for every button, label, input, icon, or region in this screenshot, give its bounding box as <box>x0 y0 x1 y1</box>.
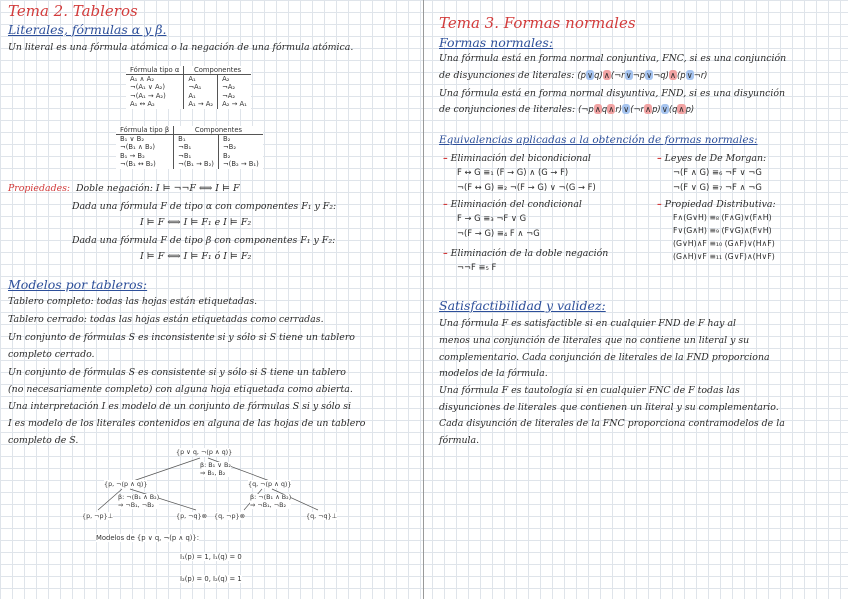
de-morgan-laws <box>657 153 766 164</box>
bullet-dash: – <box>443 153 448 164</box>
sat-line-1: Una fórmula F es satisfactible si en cualquier FND de F hay al <box>439 318 736 329</box>
distributive-eq-4: (G∧H)∨F ≡₁₁ (G∨F)∧(H∨F) <box>673 252 775 261</box>
fnd-op-1: ∧ <box>594 104 601 114</box>
fnd-lit-5: p) <box>652 104 661 114</box>
models-by-tableaux-title: Modelos por tableros: <box>8 277 148 292</box>
cond-eq-2: ¬(F → G) ≡₄ F ∧ ¬G <box>457 228 540 238</box>
tree-rule-2-result: ⇒ ¬B₁, ¬B₂ <box>118 500 155 509</box>
tree-mid-right-node: {q, ¬(p ∧ q)} <box>248 480 292 488</box>
fnd-example-formula <box>578 104 694 114</box>
tree-rule-1-type: β: B₁ ∨ B₂ <box>200 461 231 469</box>
table-cell: B₁ ∨ B₂ <box>116 135 174 144</box>
table-cell: B₂ <box>222 151 231 160</box>
fnd-lit-6: (q <box>668 104 678 114</box>
fnc-definition-text: de disyunciones de literales: <box>439 70 575 81</box>
fnd-op-3: ∨ <box>623 104 630 114</box>
fnc-op-6: ∨ <box>686 70 693 80</box>
alpha-property-intro: Dada una fórmula F de tipo α con componentes F₁ y F₂: <box>72 201 337 212</box>
right-column <box>425 0 848 599</box>
fnc-lit-5: ¬q) <box>653 70 669 80</box>
fnd-lit-4: (¬r <box>630 104 644 114</box>
tree-mid-left-node: {p, ¬(p ∧ q)} <box>104 480 148 488</box>
table-cell: A₂ <box>222 75 230 83</box>
topic-2-title: Tema 2. Tableros <box>8 2 138 20</box>
de-morgan-title: Leyes de De Morgan: <box>664 153 767 164</box>
table-cell: A₁ <box>184 75 218 84</box>
distributive-property <box>657 199 776 210</box>
distributive-eq-3: (G∨H)∧F ≡₁₀ (G∧F)∨(H∧F) <box>673 239 775 248</box>
table-cell: ¬(A₁ ∨ A₂) <box>126 83 184 91</box>
fnd-definition-line-2 <box>439 104 694 115</box>
tree-model-1: I₁(p) = 1, I₁(q) = 0 <box>180 553 242 561</box>
table-cell: ¬(B₁ ∧ B₂) <box>116 143 174 151</box>
bicond-title: Eliminación del bicondicional <box>450 153 591 164</box>
table-cell: B₂ <box>222 135 231 143</box>
fnc-op-3: ∨ <box>625 70 632 80</box>
topic-3-title: Tema 3. Formas normales <box>439 14 636 32</box>
table-cell: A₁ <box>184 92 218 100</box>
tree-root-node: {p ∨ q, ¬(p ∧ q)} <box>176 448 233 456</box>
table-cell: A₁ ∧ A₂ <box>126 75 184 84</box>
bicond-eq-1: F ↔ G ≡₁ (F → G) ∧ (G → F) <box>457 167 569 177</box>
cond-elimination <box>443 199 582 210</box>
table-cell: ¬(B₁ ↔ B₂) <box>116 160 174 168</box>
alpha-header-type: Fórmula tipo α <box>126 66 184 75</box>
de-morgan-eq-1: ¬(F ∧ G) ≡₆ ¬F ∨ ¬G <box>673 167 762 177</box>
fnc-lit-1: (p <box>577 70 586 80</box>
models-line-9: completo de S. <box>8 435 79 446</box>
bullet-dash: – <box>657 153 662 164</box>
fnc-definition-line-2 <box>439 70 707 81</box>
table-cell: ¬B₂ <box>222 143 237 152</box>
normal-forms-subtitle: Formas normales: <box>439 35 554 50</box>
beta-header-components: Componentes <box>174 126 263 135</box>
fnc-lit-7: ¬r) <box>693 70 708 80</box>
fnd-definition-line-1: Una fórmula está en forma normal disyuntiva, FND, si es una disyunción <box>439 88 786 99</box>
bullet-dash: – <box>657 199 662 210</box>
fnd-op-5: ∨ <box>661 104 668 114</box>
table-cell: ¬B₁ <box>174 152 219 160</box>
double-neg-elimination <box>443 248 608 259</box>
tree-leaf-open-2: {q, ¬p}⊗ <box>214 512 246 520</box>
models-line-7: Una interpretación I es modelo de un conjunto de fórmulas S si y sólo si <box>8 401 352 412</box>
models-line-4: completo cerrado. <box>8 349 95 360</box>
sat-line-4: modelos de la fórmula. <box>439 368 548 379</box>
tree-leaf-open-1: {p, ¬q}⊗ <box>176 512 208 520</box>
fnd-lit-2: q <box>601 104 608 114</box>
distributive-eq-1: F∧(G∨H) ≡₈ (F∧G)∨(F∧H) <box>673 213 772 222</box>
bullet-dash: – <box>443 248 448 259</box>
table-cell: ¬(A₁ → A₂) <box>126 92 184 100</box>
properties-label: Propiedades: <box>8 183 71 194</box>
tree-leaf-closed-2: {q, ¬q}⊥ <box>306 512 338 520</box>
models-line-6: (no necesariamente completo) con alguna hoja etiquetada como abierta. <box>8 384 353 395</box>
table-cell: A₁ → A₂ <box>184 100 218 108</box>
table-cell: ¬(B₁ → B₂) <box>174 160 219 168</box>
fnc-op-1: ∨ <box>587 70 594 80</box>
tree-rule-2 <box>118 494 159 509</box>
fnc-lit-2: q) <box>594 70 603 80</box>
fnd-op-2: ∧ <box>608 104 615 114</box>
double-neg-eq: ¬¬F ≡₅ F <box>457 262 497 272</box>
distributive-title: Propiedad Distributiva: <box>664 199 776 210</box>
tree-leaf-closed-1: {p, ¬p}⊥ <box>82 512 114 520</box>
fnd-op-6: ∧ <box>678 104 685 114</box>
sat-line-7: Cada disyunción de literales de la FNC proporciona contramodelos de la <box>439 418 785 429</box>
de-morgan-eq-2: ¬(F ∨ G) ≡₇ ¬F ∧ ¬G <box>673 182 762 192</box>
fnd-op-4: ∧ <box>644 104 652 114</box>
fnc-example-formula <box>577 70 707 80</box>
table-cell: ¬A₂ <box>222 83 236 92</box>
table-cell: ¬A₁ <box>184 83 218 91</box>
distributive-eq-2: F∨(G∧H) ≡₉ (F∨G)∧(F∨H) <box>673 226 772 235</box>
table-cell: ¬B₁ <box>174 143 219 151</box>
models-line-8: I es modelo de los literales contenidos en alguna de las hojas de un tablero <box>8 418 366 429</box>
bullet-dash: – <box>443 199 448 210</box>
tree-models-label: Modelos de {p ∨ q, ¬(p ∧ q)}: <box>96 534 200 542</box>
fnc-op-4: ∨ <box>646 70 653 80</box>
fnc-op-2: ∧ <box>603 70 610 80</box>
tree-rule-3-result: ⇒ ¬B₁, ¬B₂ <box>250 500 287 509</box>
table-cell: A₁ ↔ A₂ <box>126 100 184 108</box>
tree-rule-1 <box>200 462 231 477</box>
alpha-property-formula: I ⊨ F ⟺ I ⊨ F₁ e I ⊨ F₂ <box>140 217 252 228</box>
beta-header-type: Fórmula tipo β <box>116 126 174 135</box>
fnc-definition-line-1: Una fórmula está en forma normal conjuntiva, FNC, si es una conjunción <box>439 53 787 64</box>
bicond-eq-2: ¬(F ↔ G) ≡₂ ¬(F → G) ∨ ¬(G → F) <box>457 182 596 192</box>
fnd-lit-3: r) <box>615 104 623 114</box>
beta-property-formula: I ⊨ F ⟺ I ⊨ F₁ ó I ⊨ F₂ <box>140 251 252 262</box>
satisfiability-title: Satisfactibilidad y validez: <box>439 298 606 313</box>
table-cell: B₁ → B₂ <box>116 152 174 160</box>
tree-rule-3 <box>250 494 291 509</box>
tree-rule-3-type: β: ¬(B₁ ∧ B₂) <box>250 493 292 501</box>
fnd-definition-text: de conjunciones de literales: <box>439 104 576 115</box>
alpha-header-components: Componentes <box>184 66 251 75</box>
models-line-3: Un conjunto de fórmulas S es inconsistente si y sólo si S tiene un tablero <box>8 332 355 343</box>
table-cell: A₂ → A₁ <box>222 100 247 109</box>
fnc-lit-6: (p <box>676 70 686 80</box>
literal-definition: Un literal es una fórmula atómica o la negación de una fórmula atómica. <box>8 42 354 53</box>
models-line-5: Un conjunto de fórmulas S es consistente si y sólo si S tiene un tablero <box>8 367 346 378</box>
table-cell: ¬(B₂ → B₁) <box>222 160 259 169</box>
cond-eq-1: F → G ≡₃ ¬F ∨ G <box>457 213 527 223</box>
cond-title: Eliminación del condicional <box>450 199 582 210</box>
fnc-lit-3: (¬r <box>610 70 625 80</box>
double-negation-property: Doble negación: I ⊨ ¬¬F ⟺ I ⊨ F <box>76 183 240 194</box>
fnd-lit-7: p) <box>685 104 695 114</box>
fnc-op-5: ∧ <box>669 70 676 80</box>
sat-line-5: Una fórmula F es tautología si en cualquier FNC de F todas las <box>439 385 740 396</box>
table-cell: B₁ <box>174 135 219 144</box>
fnd-lit-1: (¬p <box>578 104 594 114</box>
models-line-2: Tablero cerrado: todas las hojas están etiquetadas como cerradas. <box>8 314 324 325</box>
tree-rule-2-type: β: ¬(B₁ ∧ B₂) <box>118 493 160 501</box>
bicond-elimination <box>443 153 591 164</box>
beta-property-intro: Dada una fórmula F de tipo β con componentes F₁ y F₂: <box>72 235 336 246</box>
sat-line-8: fórmula. <box>439 435 480 446</box>
sat-line-2: menos una conjunción de literales que no contiene un literal y su <box>439 335 750 346</box>
double-neg-title: Eliminación de la doble negación <box>450 248 609 259</box>
tree-rule-1-result: ⇒ B₁, B₂ <box>200 468 226 477</box>
table-cell: ¬A₂ <box>222 91 236 100</box>
fnc-lit-4: ¬p <box>632 70 646 80</box>
tree-model-2: I₂(p) = 0, I₂(q) = 1 <box>180 575 242 583</box>
sat-line-3: complementario. Cada conjunción de literales de la FND proporciona <box>439 352 770 363</box>
equivalences-title: Equivalencias aplicadas a la obtención de formas normales: <box>439 134 758 146</box>
literals-subtitle: Literales, fórmulas α y β. <box>8 22 167 37</box>
models-line-1: Tablero completo: todas las hojas están etiquetadas. <box>8 296 258 307</box>
sat-line-6: disyunciones de literales que contienen un literal y su complementario. <box>439 402 779 413</box>
